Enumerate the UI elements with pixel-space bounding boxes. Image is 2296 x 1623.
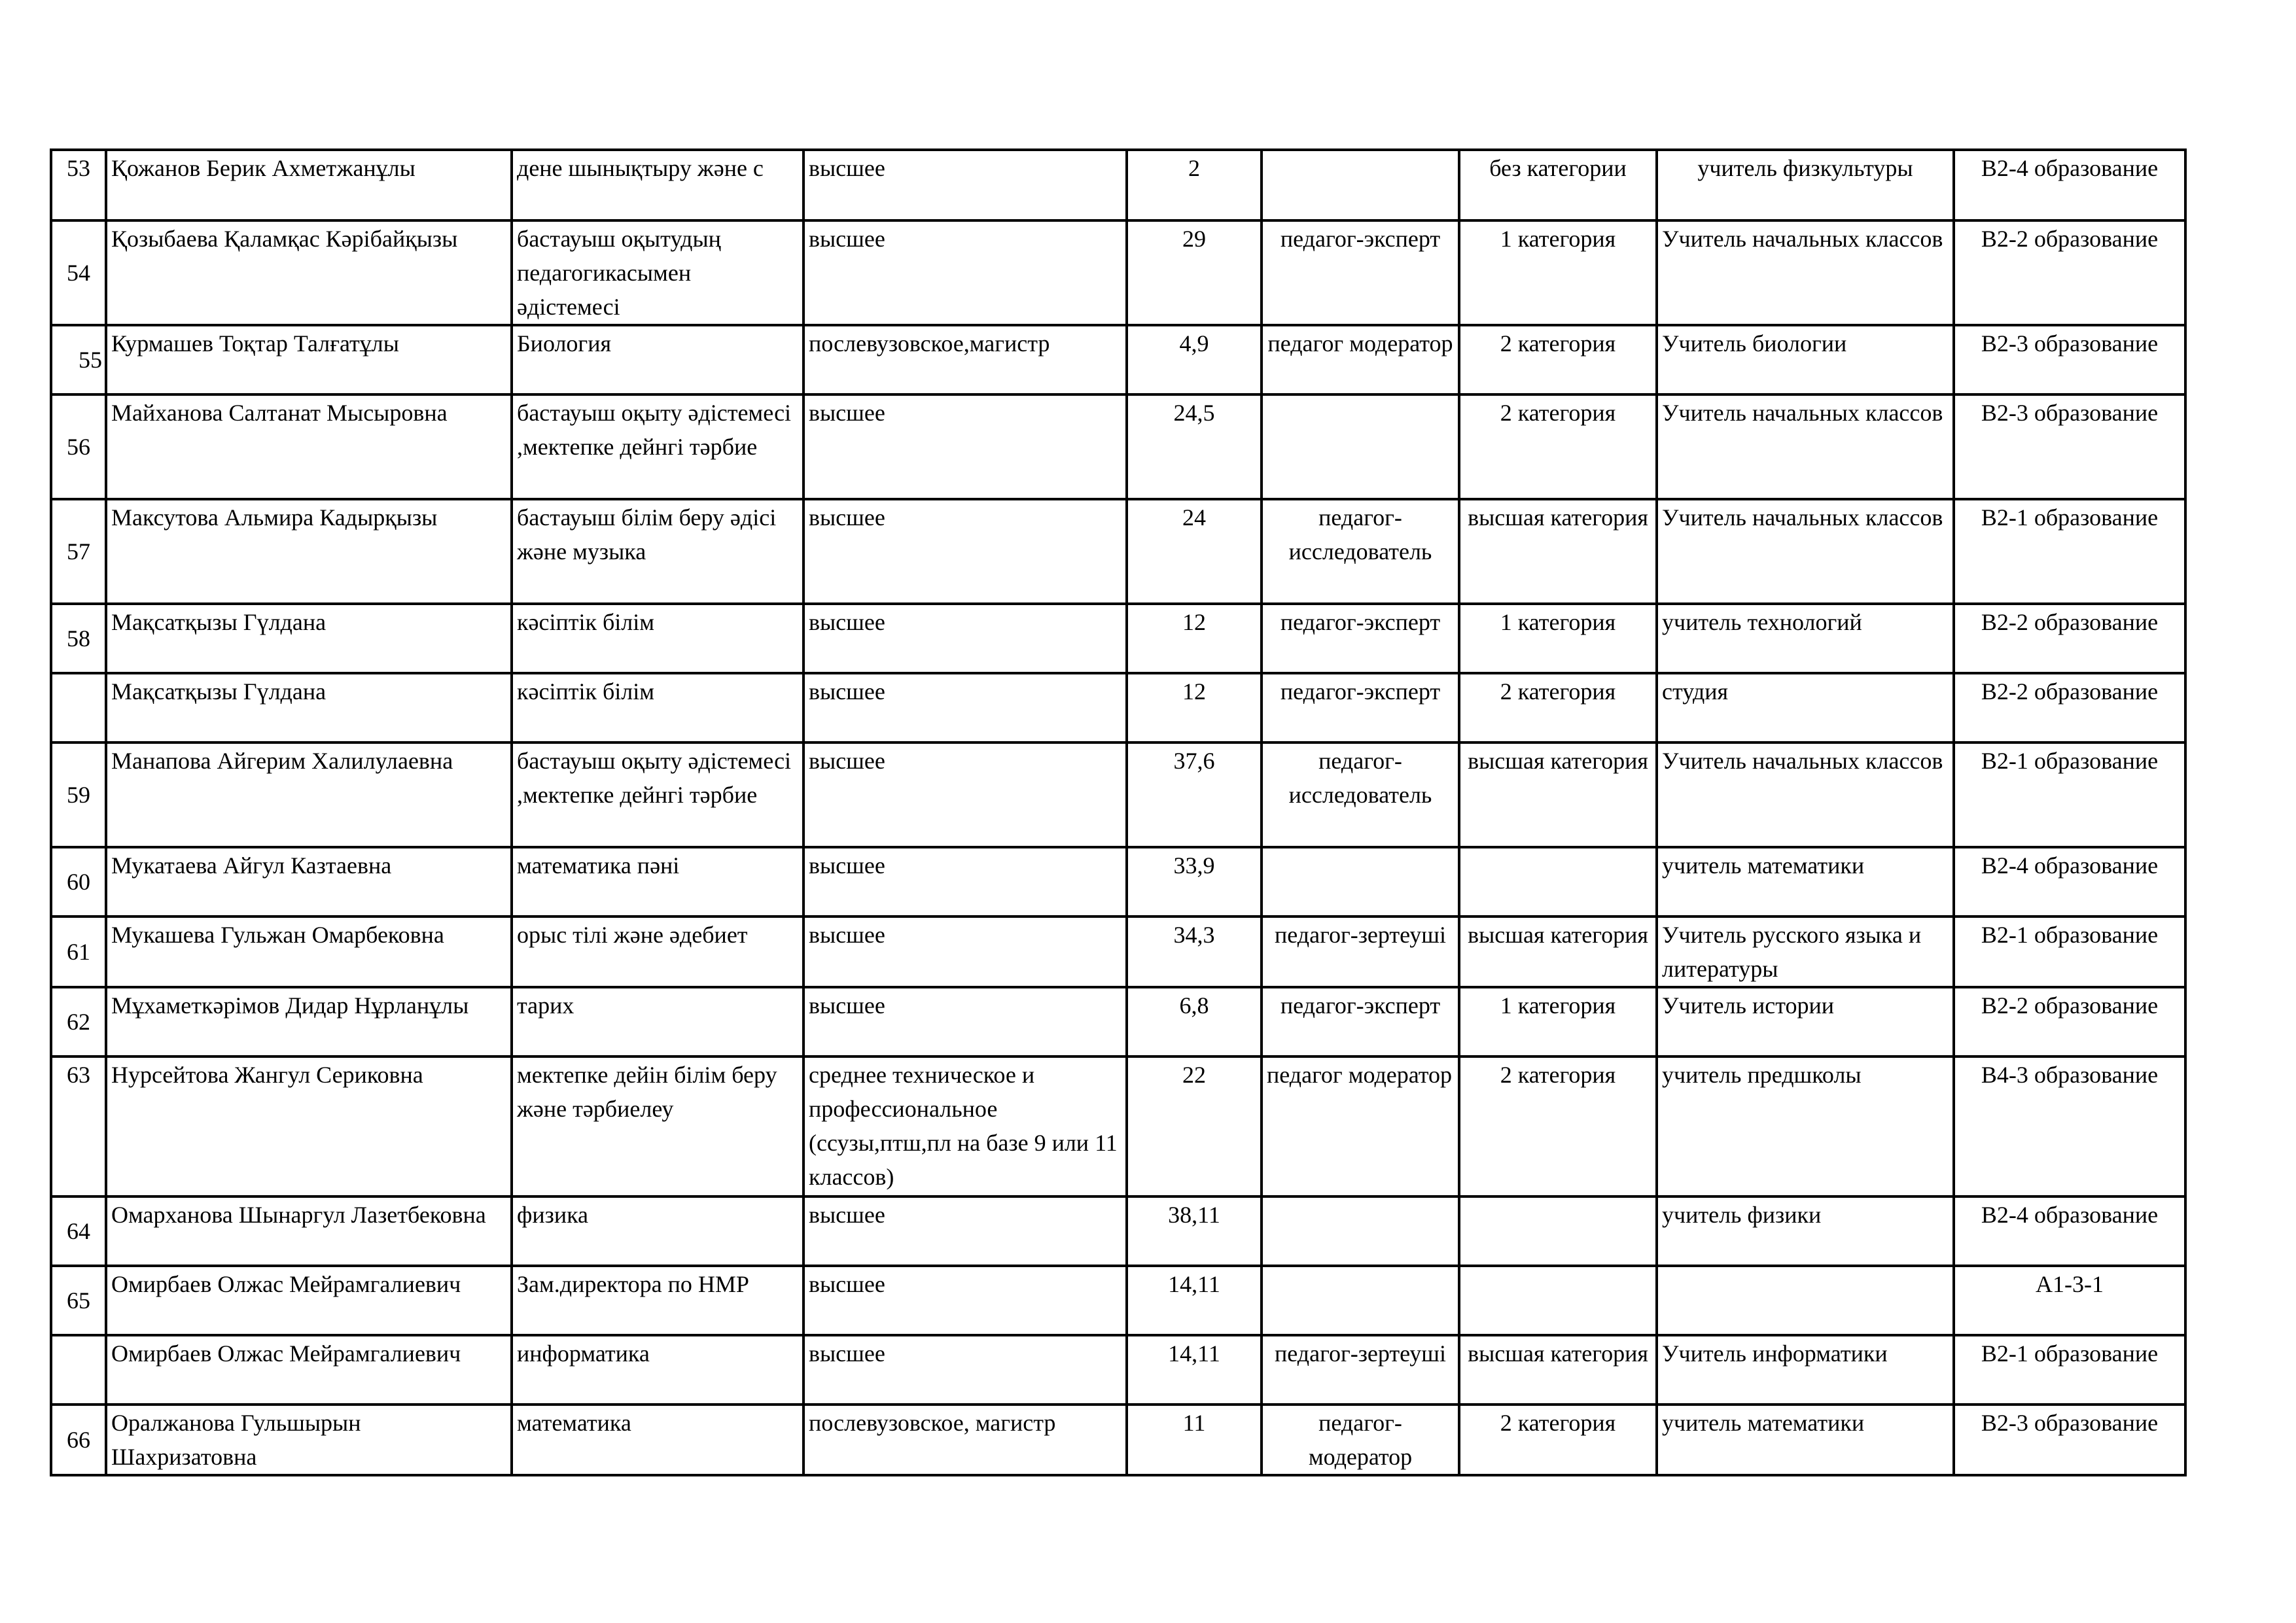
row-number: 61 [51, 916, 106, 987]
education: послевузовское, магистр [804, 1405, 1127, 1475]
specialty: математика пәні [512, 847, 804, 916]
experience: 22 [1127, 1056, 1262, 1196]
qualification: педагог-исследователь [1262, 499, 1459, 604]
position: Учитель истории [1657, 987, 1954, 1056]
code: B2-4 образование [1954, 847, 2185, 916]
table-row [51, 394, 2185, 499]
qualification [1262, 1266, 1459, 1335]
teacher-name: Оралжанова Гульшырын Шахризатовна [106, 1405, 512, 1475]
category: высшая категория [1459, 1335, 1657, 1405]
teacher-name: Мақсатқызы Гүлдана [106, 673, 512, 742]
category: 2 категория [1459, 325, 1657, 394]
specialty: дене шынықтыру және с [512, 150, 804, 220]
code: B2-1 образование [1954, 916, 2185, 987]
category: 1 категория [1459, 604, 1657, 673]
experience: 38,11 [1127, 1196, 1262, 1266]
code: B2-3 образование [1954, 325, 2185, 394]
category: 2 категория [1459, 1405, 1657, 1475]
row-number: 57 [51, 499, 106, 604]
row-number: 59 [51, 742, 106, 847]
category [1459, 847, 1657, 916]
row-number: 60 [51, 847, 106, 916]
specialty: кәсіптік білім [512, 604, 804, 673]
education: высшее [804, 1196, 1127, 1266]
staff-table [50, 148, 2187, 1476]
table-row [51, 604, 2185, 673]
education: высшее [804, 394, 1127, 499]
specialty: Биология [512, 325, 804, 394]
specialty: Зам.директора по НМР [512, 1266, 804, 1335]
category: без категории [1459, 150, 1657, 220]
row-number: 62 [51, 987, 106, 1056]
position: учитель технологий [1657, 604, 1954, 673]
category: 2 категория [1459, 673, 1657, 742]
experience: 11 [1127, 1405, 1262, 1475]
teacher-name: Қозыбаева Қаламқас Кәрібайқызы [106, 220, 512, 325]
experience: 6,8 [1127, 987, 1262, 1056]
teacher-name: Омарханова Шынаргул Лазетбековна [106, 1196, 512, 1266]
row-number [51, 673, 106, 742]
position: студия [1657, 673, 1954, 742]
teacher-name: Омирбаев Олжас Мейрамгалиевич [106, 1266, 512, 1335]
code: B2-4 образование [1954, 150, 2185, 220]
experience: 12 [1127, 604, 1262, 673]
code: B2-2 образование [1954, 220, 2185, 325]
teacher-name: Максутова Альмира Кадырқызы [106, 499, 512, 604]
category [1459, 1196, 1657, 1266]
experience: 37,6 [1127, 742, 1262, 847]
code: B4-3 образование [1954, 1056, 2185, 1196]
experience: 14,11 [1127, 1266, 1262, 1335]
code: B2-1 образование [1954, 742, 2185, 847]
experience: 24 [1127, 499, 1262, 604]
teacher-name: Мақсатқызы Гүлдана [106, 604, 512, 673]
code: B2-2 образование [1954, 604, 2185, 673]
specialty: бастауыш білім беру әдісі және музыка [512, 499, 804, 604]
teacher-name: Мұхаметкәрімов Дидар Нұрланұлы [106, 987, 512, 1056]
education: высшее [804, 1335, 1127, 1405]
table-row [51, 1335, 2185, 1405]
row-number: 53 [51, 150, 106, 220]
specialty: орыс тілі және әдебиет [512, 916, 804, 987]
qualification [1262, 150, 1459, 220]
teacher-name: Майханова Салтанат Мысыровна [106, 394, 512, 499]
specialty: бастауыш оқыту әдістемесі ,мектепке дейнгі тәрбие [512, 742, 804, 847]
position: учитель математики [1657, 1405, 1954, 1475]
specialty: кәсіптік білім [512, 673, 804, 742]
specialty: математика [512, 1405, 804, 1475]
qualification [1262, 847, 1459, 916]
category: высшая категория [1459, 499, 1657, 604]
category: 1 категория [1459, 987, 1657, 1056]
qualification: педагог модератор [1262, 1056, 1459, 1196]
education: высшее [804, 499, 1127, 604]
row-number: 64 [51, 1196, 106, 1266]
position: Учитель начальных классов [1657, 220, 1954, 325]
category: высшая категория [1459, 916, 1657, 987]
position: Учитель начальных классов [1657, 394, 1954, 499]
row-number: 55 [51, 325, 106, 394]
teacher-name: Қожанов Берик Ахметжанұлы [106, 150, 512, 220]
category: 2 категория [1459, 1056, 1657, 1196]
row-number [51, 1335, 106, 1405]
category: 1 категория [1459, 220, 1657, 325]
row-number: 54 [51, 220, 106, 325]
qualification: педагог-эксперт [1262, 987, 1459, 1056]
education: высшее [804, 916, 1127, 987]
table-row [51, 1405, 2185, 1475]
experience: 12 [1127, 673, 1262, 742]
specialty: информатика [512, 1335, 804, 1405]
education: высшее [804, 150, 1127, 220]
qualification: педагог-эксперт [1262, 673, 1459, 742]
code: B2-3 образование [1954, 394, 2185, 499]
table-row [51, 220, 2185, 325]
education: высшее [804, 604, 1127, 673]
table-row [51, 916, 2185, 987]
qualification [1262, 1196, 1459, 1266]
experience: 29 [1127, 220, 1262, 325]
specialty: мектепке дейін білім беру және тәрбиелеу [512, 1056, 804, 1196]
table-row [51, 325, 2185, 394]
teacher-name: Мукашева Гульжан Омарбековна [106, 916, 512, 987]
education: среднее техническое и профессиональное (ссузы,птш,пл на базе 9 или 11 классов) [804, 1056, 1127, 1196]
table-row [51, 847, 2185, 916]
table-row [51, 673, 2185, 742]
qualification: педагог-модератор [1262, 1405, 1459, 1475]
teacher-name: Омирбаев Олжас Мейрамгалиевич [106, 1335, 512, 1405]
experience: 34,3 [1127, 916, 1262, 987]
code: B2-1 образование [1954, 499, 2185, 604]
education: высшее [804, 987, 1127, 1056]
table-row [51, 742, 2185, 847]
position: Учитель информатики [1657, 1335, 1954, 1405]
table-row [51, 1266, 2185, 1335]
education: высшее [804, 742, 1127, 847]
row-number: 66 [51, 1405, 106, 1475]
code: B2-2 образование [1954, 987, 2185, 1056]
experience: 24,5 [1127, 394, 1262, 499]
experience: 2 [1127, 150, 1262, 220]
code: A1-3-1 [1954, 1266, 2185, 1335]
row-number: 65 [51, 1266, 106, 1335]
teacher-name: Нурсейтова Жангул Сериковна [106, 1056, 512, 1196]
education: послевузовское,магистр [804, 325, 1127, 394]
position: Учитель начальных классов [1657, 499, 1954, 604]
teacher-name: Курмашев Тоқтар Талғатұлы [106, 325, 512, 394]
position: Учитель начальных классов [1657, 742, 1954, 847]
position: учитель физкультуры [1657, 150, 1954, 220]
qualification: педагог-эксперт [1262, 604, 1459, 673]
qualification: педагог-зертеуші [1262, 1335, 1459, 1405]
specialty: бастауыш оқыту әдістемесі ,мектепке дейнгі тәрбие [512, 394, 804, 499]
code: B2-1 образование [1954, 1335, 2185, 1405]
experience: 14,11 [1127, 1335, 1262, 1405]
qualification: педагог-эксперт [1262, 220, 1459, 325]
qualification: педагог модератор [1262, 325, 1459, 394]
specialty: тарих [512, 987, 804, 1056]
qualification [1262, 394, 1459, 499]
table-row [51, 1196, 2185, 1266]
teacher-name: Мукатаева Айгул Казтаевна [106, 847, 512, 916]
row-number: 56 [51, 394, 106, 499]
teacher-name: Манапова Айгерим Халилулаевна [106, 742, 512, 847]
category: 2 категория [1459, 394, 1657, 499]
qualification: педагог-зертеуші [1262, 916, 1459, 987]
category [1459, 1266, 1657, 1335]
experience: 33,9 [1127, 847, 1262, 916]
education: высшее [804, 1266, 1127, 1335]
qualification: педагог-исследователь [1262, 742, 1459, 847]
education: высшее [804, 673, 1127, 742]
category: высшая категория [1459, 742, 1657, 847]
education: высшее [804, 847, 1127, 916]
row-number: 63 [51, 1056, 106, 1196]
position: Учитель русского языка и литературы [1657, 916, 1954, 987]
table-row [51, 499, 2185, 604]
table-row [51, 987, 2185, 1056]
position: учитель предшколы [1657, 1056, 1954, 1196]
code: B2-2 образование [1954, 673, 2185, 742]
position: Учитель биологии [1657, 325, 1954, 394]
table-row [51, 150, 2185, 220]
row-number: 58 [51, 604, 106, 673]
experience: 4,9 [1127, 325, 1262, 394]
code: B2-3 образование [1954, 1405, 2185, 1475]
code: B2-4 образование [1954, 1196, 2185, 1266]
table-row [51, 1056, 2185, 1196]
position: учитель математики [1657, 847, 1954, 916]
specialty: физика [512, 1196, 804, 1266]
position [1657, 1266, 1954, 1335]
position: учитель физики [1657, 1196, 1954, 1266]
education: высшее [804, 220, 1127, 325]
specialty: бастауыш оқытудың педагогикасымен әдістемесі [512, 220, 804, 325]
